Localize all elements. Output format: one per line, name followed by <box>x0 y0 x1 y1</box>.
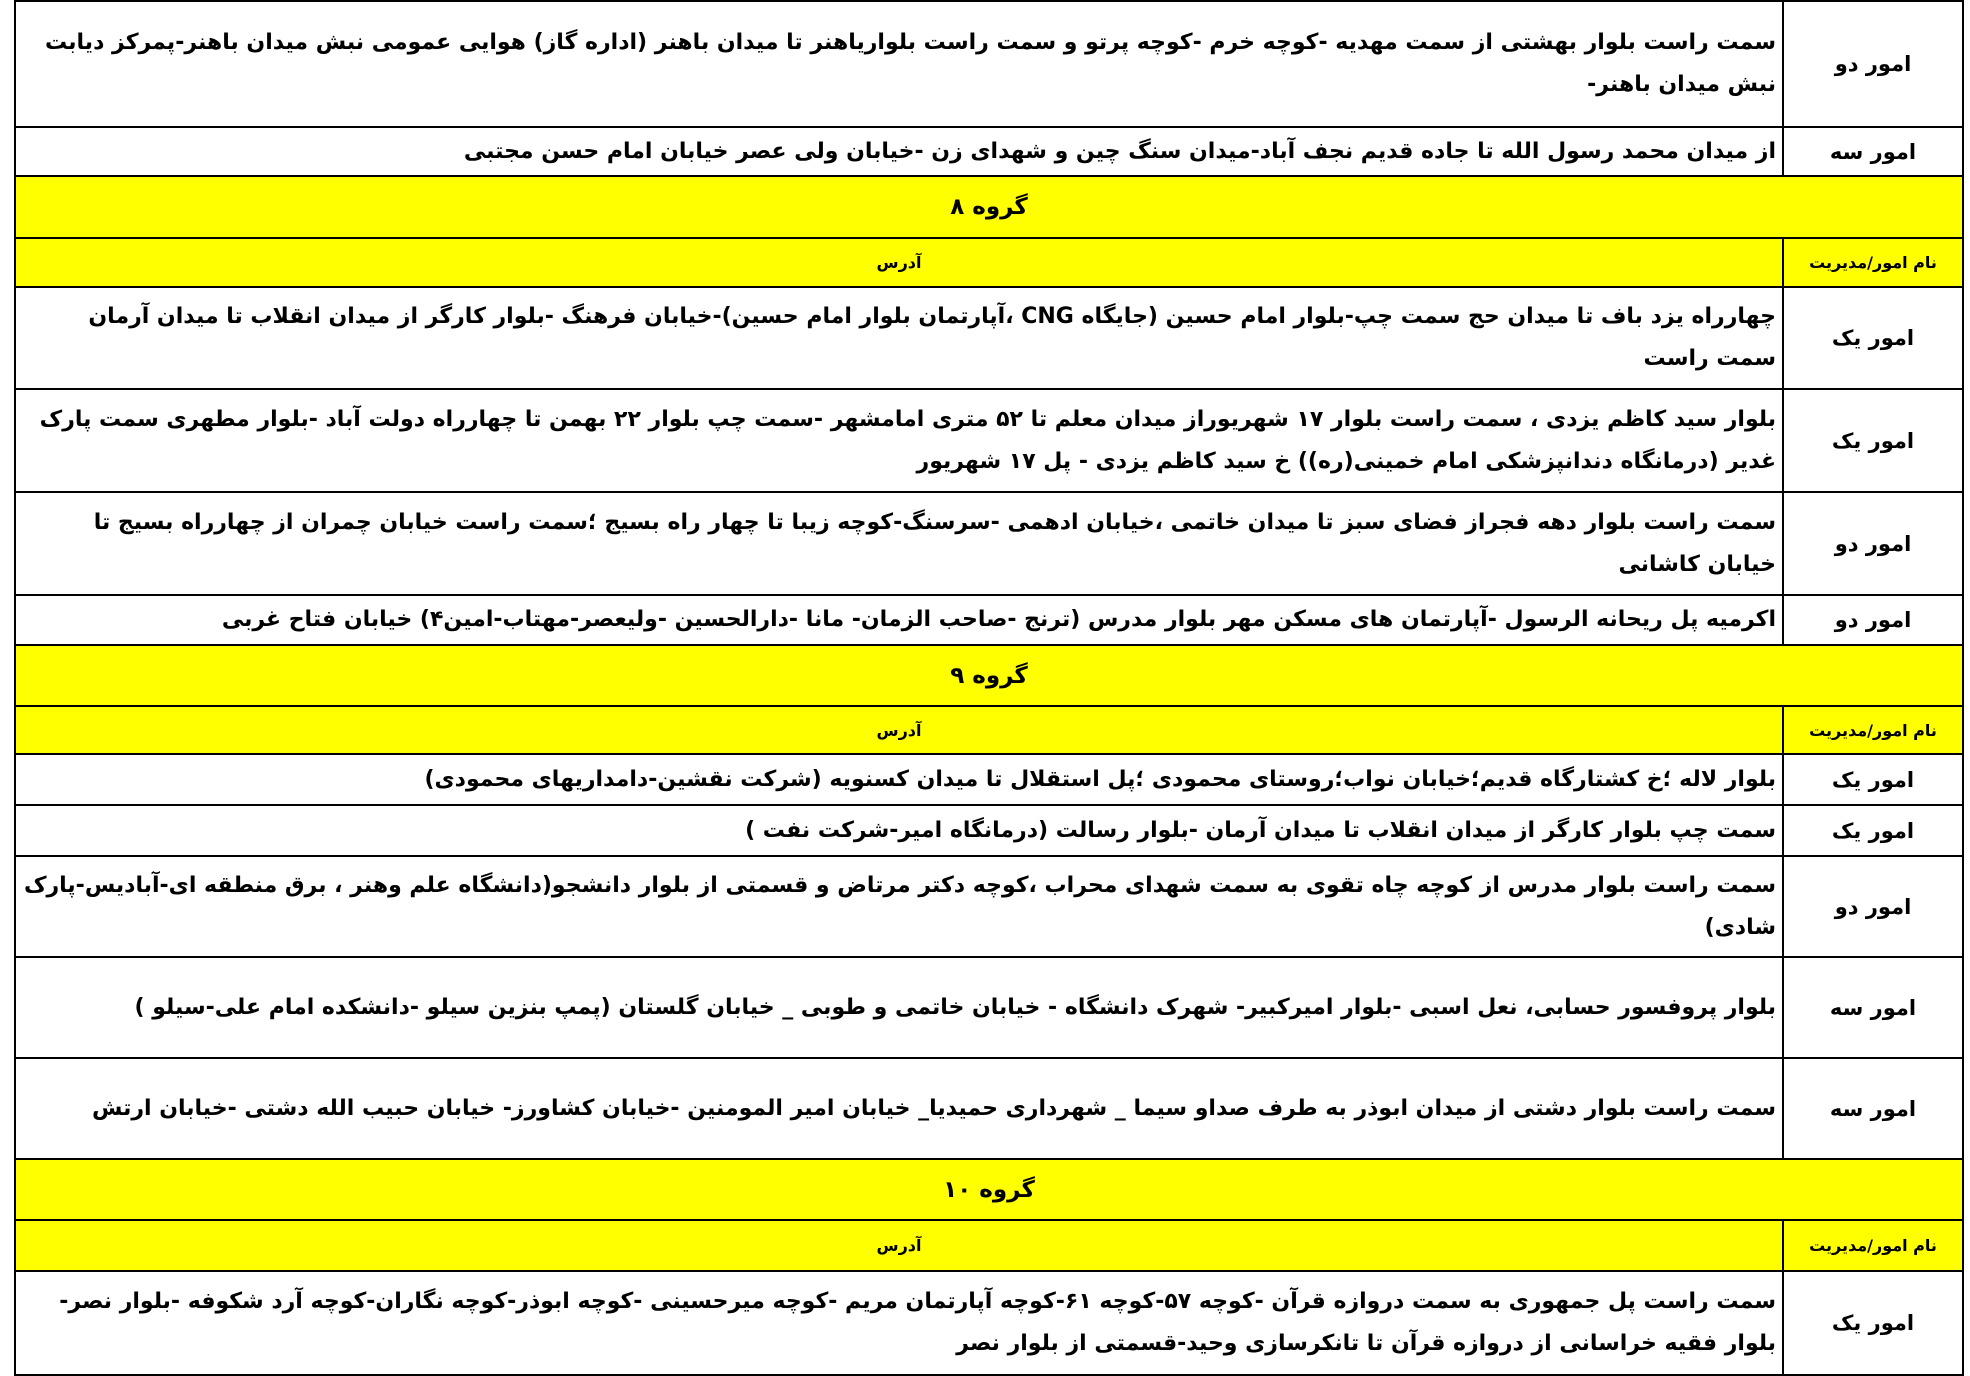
area-cell: امور دو <box>1783 595 1963 645</box>
table-row <box>15 1058 1963 1159</box>
column-header-row <box>15 1220 1963 1271</box>
address-cell: اکرمیه پل ریحانه الرسول -آپارتمان های مسکن مهر بلوار مدرس (ترنج -صاحب الزمان- مانا -دارالحسین -ولیعصر-مهتاب-امین۴) خیابان فتاح غربی <box>15 595 1783 645</box>
address-cell: سمت چپ بلوار کارگر از میدان انقلاب تا میدان آرمان -بلوار رسالت (درمانگاه امیر-شرکت نفت ) <box>15 805 1783 856</box>
group-heading-row <box>15 176 1963 238</box>
address-cell: سمت راست پل جمهوری به سمت دروازه قرآن -کوچه ۵۷-کوچه ۶۱-کوچه آپارتمان مریم -کوچه میرحسینی -کوچه ابوذر-کوچه نگاران-کوچه آرد شکوفه -بلوار نصر-بلوار فقیه خراسانی از دروازه قرآن تا تانکرسازی وحید-قسمتی از بلوار نصر <box>15 1271 1783 1375</box>
table-row <box>15 287 1963 389</box>
area-cell: امور یک <box>1783 287 1963 389</box>
area-cell: امور دو <box>1783 1 1963 127</box>
address-cell: سمت راست بلوار دشتی از میدان ابوذر به طرف صداو سیما _ شهرداری حمیدیا_ خیابان امیر المومنین -خیابان کشاورز- خیابان حبیب الله دشتی -خیابان ارتش <box>15 1058 1783 1159</box>
group-title: گروه ۸ <box>15 176 1963 238</box>
address-cell: چهارراه یزد باف تا میدان حج سمت چپ-بلوار امام حسین (جایگاه CNG ،آپارتمان بلوار امام حسین)-خیابان فرهنگ -بلوار کارگر از میدان انقلاب تا میدان آرمان سمت راست <box>15 287 1783 389</box>
area-cell: امور سه <box>1783 127 1963 176</box>
table-row <box>15 1271 1963 1375</box>
area-column-header: نام امور/مدیریت <box>1783 1220 1963 1271</box>
address-cell: بلوار پروفسور حسابی، نعل اسبی -بلوار امیرکبیر- شهرک دانشگاه - خیابان خاتمی و طوبی _ خیابان گلستان (پمپ بنزین سیلو -دانشکده امام علی-سیلو ) <box>15 957 1783 1058</box>
column-header-row <box>15 238 1963 287</box>
address-column-header: آدرس <box>15 238 1783 287</box>
area-cell: امور یک <box>1783 754 1963 805</box>
address-cell: سمت راست بلوار مدرس از کوچه چاه تقوی به سمت شهدای محراب ،کوچه دکتر مرتاض و قسمتی از بلوار دانشجو(دانشگاه علم وهنر ، برق منطقه ای-آبادیس-پارک شادی) <box>15 856 1783 957</box>
table-row <box>15 127 1963 176</box>
table-row <box>15 492 1963 595</box>
address-column-header: آدرس <box>15 706 1783 754</box>
address-column-header: آدرس <box>15 1220 1783 1271</box>
table-row <box>15 856 1963 957</box>
group-heading-row <box>15 645 1963 706</box>
group-heading-row <box>15 1159 1963 1220</box>
group-title: گروه ۱۰ <box>15 1159 1963 1220</box>
distribution-table <box>14 0 1964 1376</box>
address-cell: بلوار سید کاظم یزدی ، سمت راست بلوار ۱۷ شهریوراز میدان معلم تا ۵۲ متری امامشهر -سمت چپ بلوار ۲۲ بهمن تا چهارراه دولت آباد -بلوار مطهری سمت پارک غدیر (درمانگاه دندانپزشکی امام خمینی(ره)) خ سید کاظم یزدی - پل ۱۷ شهریور <box>15 389 1783 492</box>
area-column-header: نام امور/مدیریت <box>1783 706 1963 754</box>
area-cell: امور یک <box>1783 805 1963 856</box>
area-cell: امور یک <box>1783 389 1963 492</box>
table-row <box>15 805 1963 856</box>
area-column-header: نام امور/مدیریت <box>1783 238 1963 287</box>
area-cell: امور یک <box>1783 1271 1963 1375</box>
group-title: گروه ۹ <box>15 645 1963 706</box>
address-cell: بلوار لاله ؛خ کشتارگاه قدیم؛خیابان نواب؛روستای محمودی ؛پل استقلال تا میدان کسنویه (شرکت نقشین-دامداریهای محمودی) <box>15 754 1783 805</box>
area-cell: امور دو <box>1783 856 1963 957</box>
table-row <box>15 389 1963 492</box>
area-cell: امور سه <box>1783 957 1963 1058</box>
address-cell: از میدان محمد رسول الله تا جاده قدیم نجف آباد-میدان سنگ چین و شهدای زن -خیابان ولی عصر خیابان امام حسن مجتبی <box>15 127 1783 176</box>
table-row <box>15 595 1963 645</box>
address-cell: سمت راست بلوار دهه فجراز فضای سبز تا میدان خاتمی ،خیابان ادهمی -سرسنگ-کوچه زیبا تا چهار راه بسیج ؛سمت راست خیابان چمران از چهارراه بسیج تا خیابان کاشانی <box>15 492 1783 595</box>
table-row <box>15 957 1963 1058</box>
area-cell: امور دو <box>1783 492 1963 595</box>
address-cell: سمت راست بلوار بهشتی از سمت مهدیه -کوچه خرم -کوچه پرتو و سمت راست بلواریاهنر تا میدان باهنر (اداره گاز) هوایی عمومی نبش میدان باهنر-پمرکز دیابت نبش میدان باهنر- <box>15 1 1783 127</box>
table-row <box>15 754 1963 805</box>
column-header-row <box>15 706 1963 754</box>
table-row <box>15 1 1963 127</box>
area-cell: امور سه <box>1783 1058 1963 1159</box>
